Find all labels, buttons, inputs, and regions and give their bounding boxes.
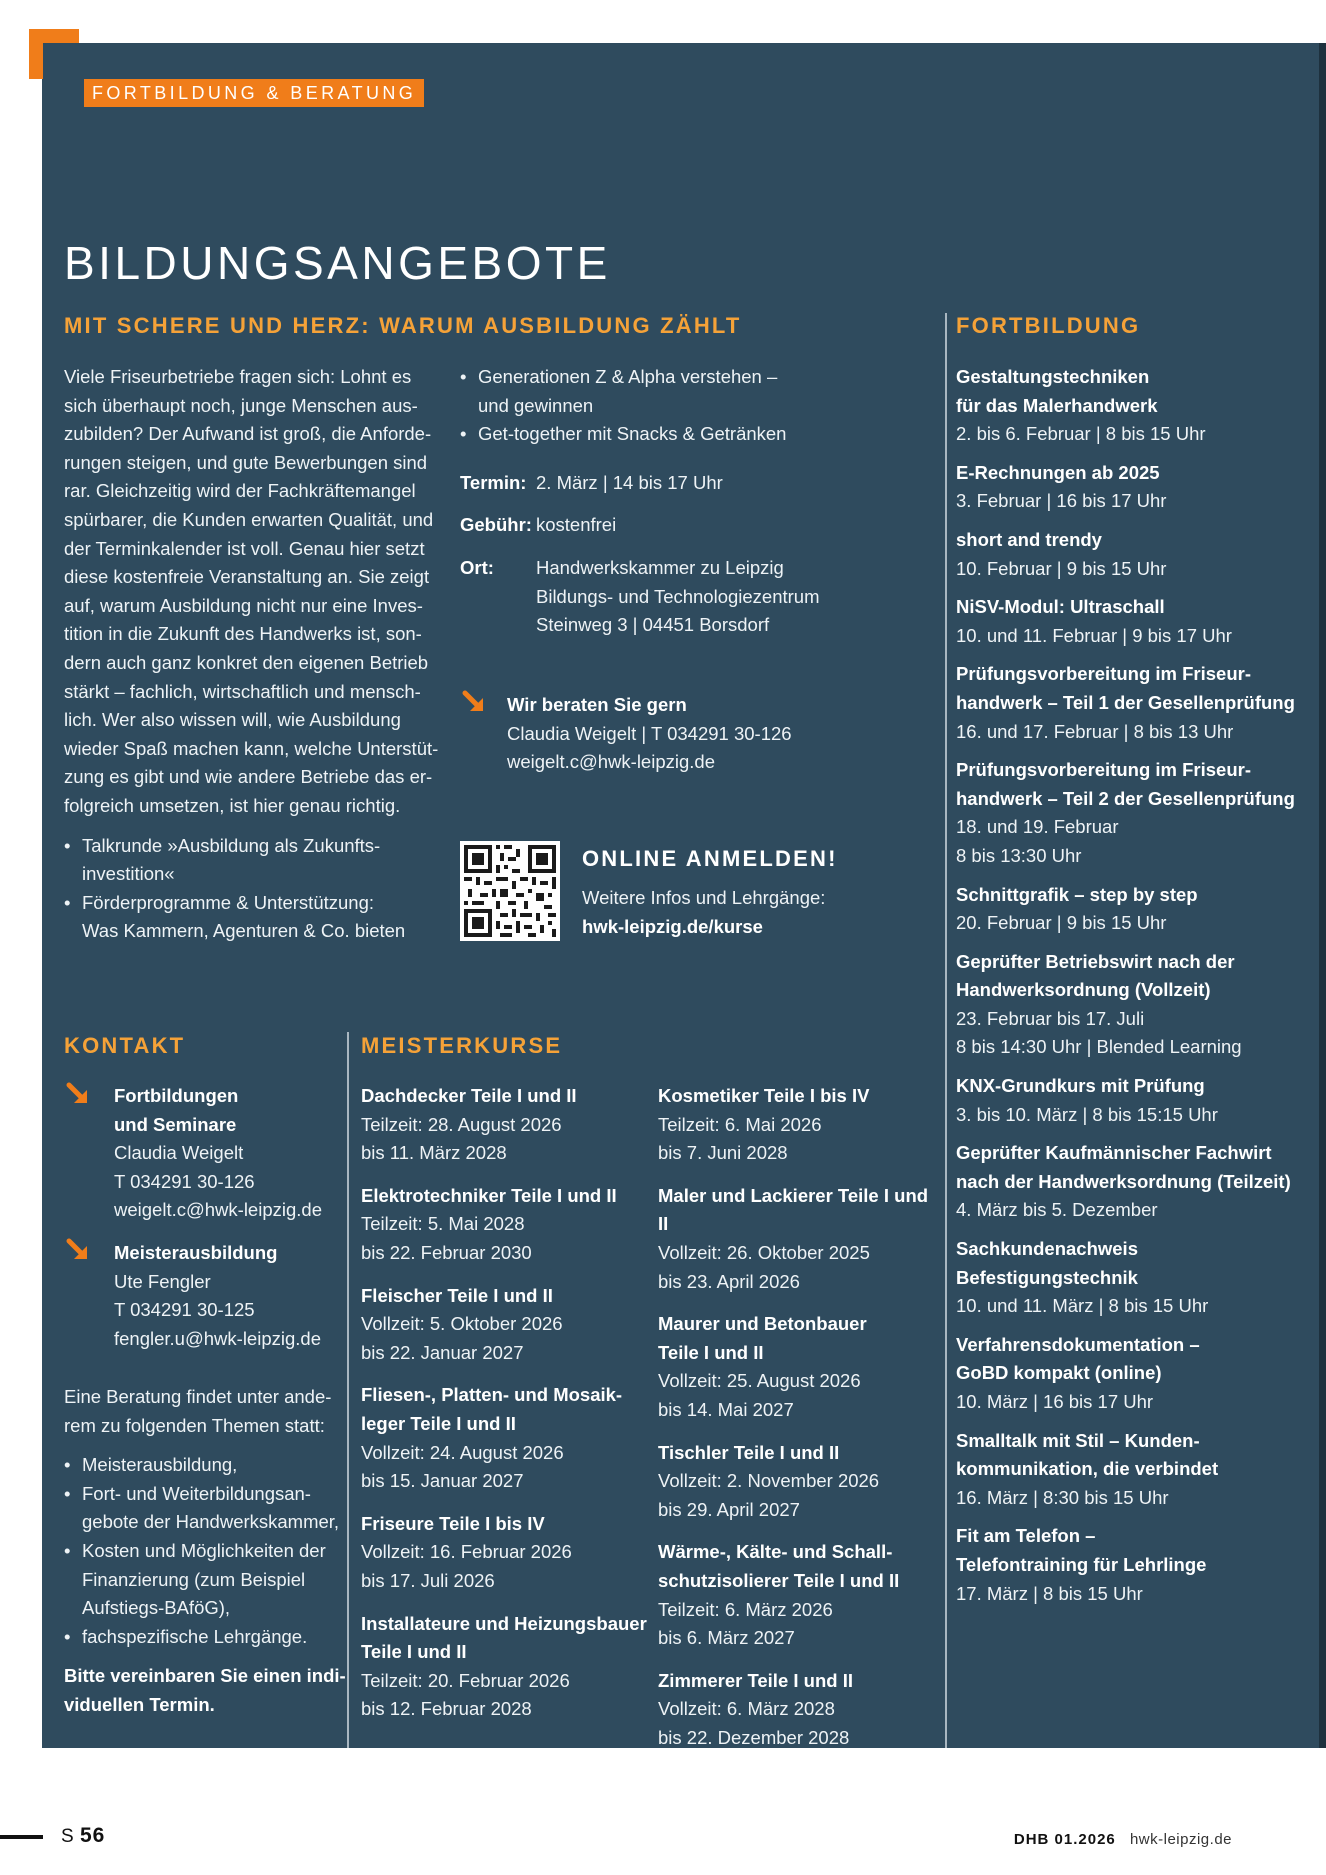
course-detail: Vollzeit: 26. Oktober 2025 [658, 1241, 870, 1263]
course-detail: Vollzeit: 6. März 2028 [658, 1698, 835, 1720]
course-detail: Teilzeit: 28. August 2026 [361, 1113, 562, 1135]
course-detail: 18. und 19. Februar [956, 816, 1119, 838]
course-title: Befestigungstechnik [956, 1266, 1138, 1288]
bullet-item: • Talkrunde »Ausbildung als Zukunfts- investition« [64, 832, 444, 889]
fortbildung-item[interactable] [956, 459, 1296, 516]
contact-email[interactable]: weigelt.c@hwk-leipzig.de [114, 1199, 322, 1221]
course-title: leger Teile I und II [361, 1412, 516, 1434]
intro-line: zubilden? Der Aufwand ist groß, die Anforde- [64, 423, 432, 445]
course-title: E-Rechnungen ab 2025 [956, 461, 1160, 483]
course-detail: bis 22. Februar 2030 [361, 1241, 532, 1263]
course-detail: 10. März | 16 bis 17 Uhr [956, 1391, 1154, 1412]
course-title: Prüfungsvorbereitung im Friseur- [956, 759, 1252, 781]
fortbildung-item[interactable] [956, 1427, 1296, 1513]
intro-line: zung es gibt und wie andere Betriebe das er- [64, 766, 433, 788]
fortbildung-item[interactable] [956, 660, 1296, 746]
course-detail: 23. Februar bis 17. Juli [956, 1007, 1145, 1029]
contact-meisterausbildung: Meisterausbildung Ute Fengler T 034291 30-125 fengler.u@hwk-leipzig.de [114, 1239, 344, 1353]
course-detail: Teilzeit: 6. Mai 2026 [658, 1113, 822, 1135]
course-title: Maurer und Betonbauer [658, 1313, 867, 1335]
meisterkurse-col2 [658, 1082, 938, 1766]
course-detail: 8 bis 14:30 Uhr | Blended Learning [956, 1036, 1242, 1058]
course-detail: bis 7. Juni 2028 [658, 1142, 788, 1164]
intro-line: auf, warum Ausbildung nicht nur eine Inves- [64, 594, 423, 616]
contact-fortbildungen: Fortbildungen und Seminare Claudia Weigelt T 034291 30-126 weigelt.c@hwk-leipzig.de [114, 1082, 344, 1225]
arrow-icon [66, 1082, 92, 1108]
meisterkurs-item[interactable] [361, 1082, 651, 1168]
course-detail: 3. Februar | 16 bis 17 Uhr [956, 490, 1167, 512]
fortbildung-item[interactable] [956, 593, 1296, 650]
meisterkurs-item[interactable] [658, 1667, 938, 1753]
contact-name: Ute Fengler [114, 1270, 211, 1292]
course-title: Elektrotechniker Teile I und II [361, 1184, 617, 1206]
arrow-icon [66, 1238, 92, 1264]
meisterkurs-item[interactable] [361, 1510, 651, 1596]
meisterkurs-item[interactable] [361, 1610, 651, 1724]
feature-intro [64, 363, 444, 946]
meisterkurse-col1 [361, 1082, 651, 1738]
fortbildung-item[interactable] [956, 363, 1296, 449]
course-title: Gestaltungstechniken [956, 366, 1150, 387]
course-title: Wärme-, Kälte- und Schall- [658, 1541, 893, 1563]
corner-accent-vertical [29, 29, 43, 79]
intro-line: wieder Spaß machen kann, welche Unterstüt- [64, 737, 439, 759]
category-badge: FORTBILDUNG & BERATUNG [84, 79, 424, 107]
meisterkurs-item[interactable] [658, 1538, 938, 1652]
gebuehr-value: kostenfrei [536, 514, 617, 536]
fortbildung-item[interactable] [956, 1072, 1296, 1129]
course-detail: 2. bis 6. Februar | 8 bis 15 Uhr [956, 423, 1206, 445]
contact-email[interactable]: fengler.u@hwk-leipzig.de [114, 1327, 321, 1349]
course-detail: bis 22. Dezember 2028 [658, 1726, 850, 1748]
magazine-issue: DHB 01.2026 [1013, 1831, 1116, 1848]
course-title: Sachkundenachweis [956, 1238, 1138, 1260]
course-detail: bis 14. Mai 2027 [658, 1398, 794, 1420]
course-title: GoBD kompakt (online) [956, 1362, 1162, 1384]
page-title: BILDUNGSANGEBOTE [64, 237, 611, 289]
fortbildung-list [956, 363, 1296, 1618]
course-title: Geprüfter Kaufmännischer Fachwirt [956, 1142, 1272, 1164]
course-title: Tischler Teile I und II [658, 1441, 840, 1463]
footer-line [0, 1835, 43, 1839]
course-title: Installateure und Heizungsbauer [361, 1612, 647, 1634]
feature-bullets-right [460, 363, 900, 449]
fortbildung-item[interactable] [956, 1235, 1296, 1321]
course-title: KNX-Grundkurs mit Prüfung [956, 1075, 1205, 1097]
course-title: handwerk – Teil 1 der Gesellenprüfung [956, 691, 1295, 713]
advice-block [507, 691, 867, 777]
course-detail: Vollzeit: 2. November 2026 [658, 1470, 880, 1492]
footer-info [1014, 1831, 1232, 1848]
gebuehr-label: Gebühr: [460, 514, 532, 536]
course-detail: 8 bis 13:30 Uhr [956, 844, 1082, 866]
intro-line: Viele Friseurbetriebe fragen sich: Lohnt es [64, 366, 412, 387]
course-title: Dachdecker Teile I und II [361, 1085, 577, 1106]
intro-line: lich. Wer also wissen will, wie Ausbildung [64, 709, 401, 731]
fortbildung-heading: FORTBILDUNG [956, 313, 1141, 338]
course-title: Geprüfter Betriebswirt nach der [956, 950, 1235, 972]
ort-value: Handwerkskammer zu Leipzig Bildungs- und Technologiezentrum Steinweg 3 | 04451 Borsdorf [536, 556, 820, 636]
course-title: short and trendy [956, 528, 1102, 550]
bullet-item: • Förderprogramme & Unterstützung: Was Kammern, Agenturen & Co. bieten [64, 889, 444, 946]
intro-line: der Terminkalender ist voll. Genau hier setzt [64, 537, 425, 559]
fortbildung-item[interactable] [956, 881, 1296, 938]
fortbildung-item[interactable] [956, 526, 1296, 583]
course-detail: bis 23. April 2026 [658, 1270, 800, 1292]
course-detail: Vollzeit: 25. August 2026 [658, 1370, 861, 1392]
intro-line: tition in die Zukunft des Handwerks ist, son- [64, 623, 422, 645]
course-detail: bis 22. Januar 2027 [361, 1341, 524, 1363]
ort-label: Ort: [460, 556, 494, 578]
meisterkurs-item[interactable] [658, 1439, 938, 1525]
course-detail: 10. Februar | 9 bis 15 Uhr [956, 557, 1167, 579]
course-title: Schnittgrafik – step by step [956, 883, 1198, 905]
feature-heading: MIT SCHERE UND HERZ: WARUM AUSBILDUNG ZÄHLT [64, 313, 742, 338]
meisterkurse-heading: MEISTERKURSE [361, 1033, 563, 1058]
course-detail: Teilzeit: 6. März 2026 [658, 1598, 833, 1620]
course-detail: Vollzeit: 16. Februar 2026 [361, 1541, 572, 1563]
intro-line: stärkt – fachlich, wirtschaftlich und mensch- [64, 680, 421, 702]
fortbildung-item[interactable] [956, 1522, 1296, 1608]
course-detail: 10. und 11. März | 8 bis 15 Uhr [956, 1295, 1209, 1317]
course-title: für das Malerhandwerk [956, 394, 1158, 416]
course-detail: 20. Februar | 9 bis 15 Uhr [956, 912, 1167, 934]
course-title: Friseure Teile I bis IV [361, 1512, 545, 1534]
advice-email[interactable]: weigelt.c@hwk-leipzig.de [507, 751, 715, 773]
topic-item: • Fort- und Weiterbildungsan- gebote der Handwerkskammer, [64, 1480, 346, 1537]
course-detail: Teilzeit: 20. Februar 2026 [361, 1669, 570, 1691]
intro-line: diese kostenfreie Veranstaltung an. Sie zeigt [64, 566, 430, 588]
course-detail: 17. März | 8 bis 15 Uhr [956, 1582, 1143, 1604]
course-title: Teile I und II [361, 1641, 467, 1663]
course-title: Kosmetiker Teile I bis IV [658, 1085, 870, 1106]
intro-line: folgreich umsetzen, ist hier genau richtig. [64, 794, 401, 816]
intro-line: rar. Gleichzeitig wird der Fachkräftemangel [64, 480, 416, 502]
online-link[interactable]: hwk-leipzig.de/kurse [582, 915, 763, 937]
termin-label: Termin: [460, 471, 527, 493]
meisterkurs-item[interactable] [361, 1381, 651, 1495]
course-title: Maler und Lackierer Teile I und II [658, 1184, 929, 1235]
course-detail: bis 11. März 2028 [361, 1142, 507, 1164]
course-title: Zimmerer Teile I und II [658, 1669, 853, 1691]
divider-fortbildung [945, 313, 947, 1748]
fortbildung-item[interactable] [956, 948, 1296, 1062]
kontakt-topics: Eine Beratung findet unter ande- rem zu folgenden Themen statt: • Meisterausbildung, • Fort- und Weiterbildungsan- gebote der Handwerkskammer, • Kosten und Möglichkeiten der Finanzierung (zum Beispiel Aufstiegs-BAföG), • fachspezifische Lehrgänge. Bitte vereinbaren Sie einen indi- viduellen Termin. [64, 1383, 346, 1720]
course-detail: Vollzeit: 24. August 2026 [361, 1441, 564, 1463]
course-detail: Vollzeit: 5. Oktober 2026 [361, 1313, 563, 1335]
course-title: kommunikation, die verbindet [956, 1458, 1219, 1480]
arrow-icon [462, 690, 488, 716]
page-number: S 56 [61, 1824, 106, 1847]
intro-line: dern auch ganz konkret den eigenen Betrieb [64, 651, 429, 673]
course-title: Teile I und II [658, 1341, 764, 1363]
course-detail: 3. bis 10. März | 8 bis 15:15 Uhr [956, 1103, 1218, 1125]
online-heading: ONLINE ANMELDEN! [582, 846, 838, 871]
course-title: schutzisolierer Teile I und II [658, 1569, 900, 1591]
topic-item: • fachspezifische Lehrgänge. [64, 1623, 346, 1652]
contact-phone[interactable]: T 034291 30-125 [114, 1299, 255, 1321]
contact-phone[interactable]: T 034291 30-126 [114, 1170, 255, 1192]
course-title: Smalltalk mit Stil – Kunden- [956, 1429, 1200, 1451]
course-detail: 10. und 11. Februar | 9 bis 17 Uhr [956, 624, 1232, 646]
topic-item: • Meisterausbildung, [64, 1451, 346, 1480]
course-detail: Teilzeit: 5. Mai 2028 [361, 1213, 525, 1235]
meisterkurs-item[interactable] [658, 1182, 938, 1296]
course-detail: 16. März | 8:30 bis 15 Uhr [956, 1486, 1169, 1508]
course-detail: bis 29. April 2027 [658, 1498, 800, 1520]
course-detail: 16. und 17. Februar | 8 bis 13 Uhr [956, 720, 1234, 742]
footer-site[interactable]: hwk-leipzig.de [1129, 1831, 1232, 1848]
course-detail: 4. März bis 5. Dezember [956, 1199, 1158, 1221]
course-detail: bis 15. Januar 2027 [361, 1470, 524, 1492]
intro-line: spürbarer, die Kunden erwarten Qualität, und [64, 508, 434, 530]
termin-value: 2. März | 14 bis 17 Uhr [536, 471, 723, 493]
course-title: Verfahrensdokumentation – [956, 1333, 1200, 1355]
right-edge-strip [1319, 43, 1326, 1748]
qr-code[interactable] [460, 841, 560, 941]
course-title: handwerk – Teil 2 der Gesellenprüfung [956, 787, 1295, 809]
meisterkurs-item[interactable] [361, 1182, 651, 1268]
intro-line: rungen steigen, und gute Bewerbungen sind [64, 451, 428, 473]
course-detail: bis 6. März 2027 [658, 1627, 795, 1649]
intro-line: sich überhaupt noch, junge Menschen aus- [64, 394, 418, 416]
fortbildung-item[interactable] [956, 1139, 1296, 1225]
course-title: NiSV-Modul: Ultraschall [956, 596, 1165, 618]
feature-bullets-left [64, 832, 444, 946]
online-block [582, 846, 902, 941]
meisterkurs-item[interactable] [658, 1310, 938, 1424]
bullet-item: • Get-together mit Snacks & Getränken [460, 420, 900, 449]
bullet-item: • Generationen Z & Alpha verstehen – und gewinnen [460, 363, 900, 420]
meisterkurs-item[interactable] [658, 1082, 938, 1168]
contact-name: Claudia Weigelt [114, 1142, 244, 1164]
kontakt-cta: Bitte vereinbaren Sie einen indi- viduellen Termin. [64, 1665, 346, 1715]
divider-meisterkurse [347, 1032, 349, 1748]
course-title: nach der Handwerksordnung (Teilzeit) [956, 1170, 1291, 1192]
course-title: Telefontraining für Lehrlinge [956, 1553, 1207, 1575]
course-title: Fliesen-, Platten- und Mosaik- [361, 1384, 623, 1406]
course-title: Prüfungsvorbereitung im Friseur- [956, 663, 1252, 685]
meisterkurs-item[interactable] [361, 1282, 651, 1368]
kontakt-heading: KONTAKT [64, 1033, 186, 1058]
event-info-table [460, 469, 820, 654]
topic-item: • Kosten und Möglichkeiten der Finanzierung (zum Beispiel Aufstiegs-BAföG), [64, 1537, 346, 1623]
course-title: Fit am Telefon – [956, 1525, 1096, 1547]
course-title: Fleischer Teile I und II [361, 1284, 553, 1306]
course-title: Handwerksordnung (Vollzeit) [956, 979, 1211, 1001]
topics-list [64, 1451, 346, 1651]
advice-contact: Claudia Weigelt | T 034291 30-126 [507, 722, 792, 744]
fortbildung-item[interactable] [956, 1331, 1296, 1417]
fortbildung-item[interactable] [956, 756, 1296, 870]
feature-details [460, 363, 900, 654]
online-text: Weitere Infos und Lehrgänge: [582, 887, 826, 908]
course-detail: bis 17. Juli 2026 [361, 1569, 495, 1591]
advice-title: Wir beraten Sie gern [507, 694, 687, 715]
course-detail: bis 12. Februar 2028 [361, 1698, 532, 1720]
